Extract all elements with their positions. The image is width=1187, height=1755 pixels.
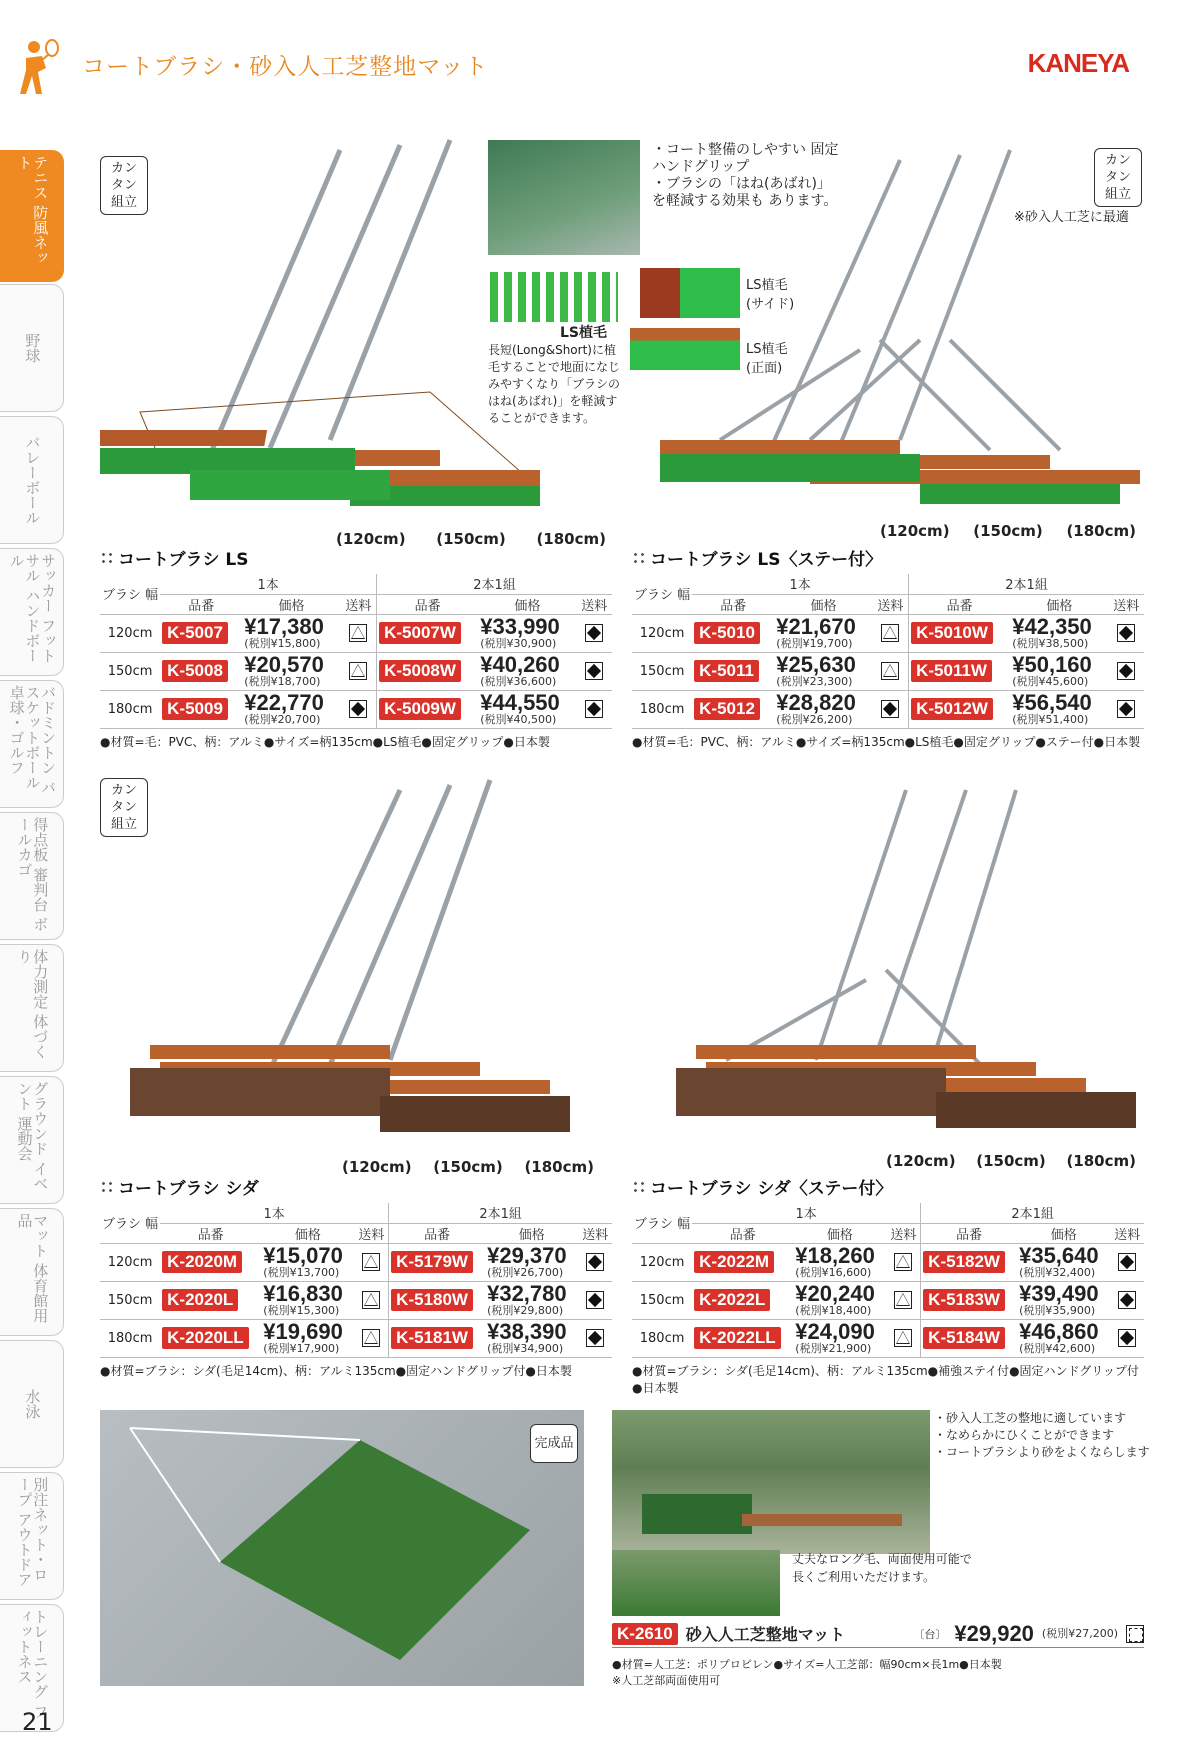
- shipping-diamond-icon: [349, 700, 367, 718]
- product-code: K-5010: [694, 622, 760, 644]
- size-labels-2: (120cm) (150cm) (180cm): [880, 522, 1136, 540]
- product-code: K-2022M: [694, 1251, 774, 1273]
- code-cell: [160, 652, 242, 690]
- product-code: K-5012W: [911, 698, 993, 720]
- price-cell: [1010, 690, 1108, 728]
- price: ¥17,380: [244, 614, 324, 639]
- price: ¥22,770: [244, 690, 324, 715]
- shipping-triangle-icon: [362, 1291, 380, 1309]
- shipping-diamond-icon: [1118, 1329, 1136, 1347]
- shipping-cell: [887, 1281, 921, 1319]
- code-cell: [692, 652, 774, 690]
- shipping-cell: [873, 652, 909, 690]
- page-number: 21: [22, 1708, 53, 1736]
- tax-excluded: (税別¥26,200): [776, 713, 853, 726]
- table-ls-stay: [632, 545, 1144, 750]
- shipping-cell: [1109, 690, 1144, 728]
- price-cell: [478, 652, 576, 690]
- shipping-cell: [887, 1319, 921, 1357]
- tax-excluded: (税別¥30,900): [480, 637, 557, 650]
- code-cell: [160, 1319, 261, 1357]
- price-cell: [1017, 1281, 1110, 1319]
- tax-excluded: (税別¥18,700): [244, 675, 321, 688]
- product-code: K-2610: [612, 1623, 678, 1645]
- table-row: [100, 690, 612, 728]
- width-cell: 120cm: [632, 1243, 692, 1281]
- product-code: K-2022LL: [694, 1327, 781, 1349]
- sand-turf-note: ※砂入人工芝に最適: [1014, 210, 1129, 225]
- brand-logo: KANEYA: [1027, 48, 1129, 78]
- price: ¥18,260: [795, 1243, 875, 1268]
- court-photo: [488, 140, 640, 255]
- price-cell: [1017, 1243, 1110, 1281]
- dots-icon: [632, 551, 646, 565]
- shipping-cell: [355, 1281, 389, 1319]
- code-cell: [921, 1319, 1017, 1357]
- price-cell: [261, 1281, 354, 1319]
- product-code: K-2020L: [162, 1289, 238, 1311]
- section-title: コートブラシ LS: [100, 545, 612, 570]
- price: ¥16,830: [263, 1281, 343, 1306]
- price-cell: [1010, 614, 1108, 652]
- product-code: K-5183W: [923, 1289, 1005, 1311]
- price-cell: [485, 1281, 578, 1319]
- price: ¥20,240: [795, 1281, 875, 1306]
- price-cell: [1017, 1319, 1110, 1357]
- tax-excluded: (税別¥15,800): [244, 637, 321, 650]
- price-cell: [485, 1319, 578, 1357]
- tax-excluded: (税別¥21,900): [795, 1342, 872, 1355]
- section-title: コートブラシ シダ: [100, 1174, 612, 1199]
- table-row: [100, 614, 612, 652]
- price: ¥24,090: [795, 1319, 875, 1344]
- ls-side-label: LS植毛 (サイド): [746, 278, 795, 312]
- shipping-cell: [355, 1243, 389, 1281]
- product-code: K-5009W: [379, 698, 461, 720]
- product-code: K-5007W: [379, 622, 461, 644]
- price: ¥33,990: [480, 614, 560, 639]
- product-code: K-5010W: [911, 622, 993, 644]
- tax-excluded: (税別¥40,500): [480, 713, 557, 726]
- shipping-triangle-icon: [894, 1253, 912, 1271]
- shipping-triangle-icon: [349, 662, 367, 680]
- shipping-cell: [873, 614, 909, 652]
- size-labels-3: (120cm) (150cm) (180cm): [342, 1158, 594, 1176]
- code-cell: [909, 614, 1011, 652]
- shipping-triangle-icon: [894, 1291, 912, 1309]
- tab-mat[interactable]: マット 体育館用品: [0, 1208, 64, 1336]
- code-cell: [377, 652, 479, 690]
- price-cell: [774, 652, 872, 690]
- mat-material-note: ●材質=人工芝：ポリプロピレン●サイズ=人工芝部：幅90cm×長1m●日本製: [612, 1658, 1002, 1671]
- brush-shida-stay-image: [676, 780, 1146, 1160]
- tax-excluded: (税別¥16,600): [795, 1266, 872, 1279]
- shipping-cell: [1110, 1243, 1144, 1281]
- shipping-diamond-icon: [1117, 700, 1135, 718]
- code-cell: [692, 690, 774, 728]
- width-cell: 120cm: [632, 614, 692, 652]
- shipping-cell: [577, 690, 612, 728]
- ls-bristle-illustration: [490, 272, 618, 322]
- shipping-cell: [355, 1319, 389, 1357]
- ls-front-label: LS植毛 (正面): [746, 342, 788, 376]
- material-note: ●材質=毛：PVC、柄：アルミ●サイズ=柄135cm●LS植毛●固定グリップ●日本製: [100, 734, 550, 749]
- width-cell: 150cm: [100, 652, 160, 690]
- section-title: コートブラシ LS〈ステー付〉: [632, 545, 1144, 570]
- tax-excluded: (税別¥45,600): [1012, 675, 1089, 688]
- product-code: K-5008: [162, 660, 228, 682]
- material-note: ●材質=ブラシ：シダ(毛足14cm)、柄：アルミ135cm●補強ステイ付●固定ハンドグリップ付●日本製: [632, 1363, 1139, 1395]
- product-code: K-5181W: [391, 1327, 473, 1349]
- code-cell: [160, 614, 242, 652]
- shipping-diamond-icon: [881, 700, 899, 718]
- table-row: [632, 614, 1144, 652]
- tennis-player-icon: [12, 38, 62, 98]
- dots-icon: [632, 1180, 646, 1194]
- shipping-cell: [578, 1281, 612, 1319]
- width-cell: 120cm: [100, 1243, 160, 1281]
- code-cell: [692, 1319, 793, 1357]
- table-row: [100, 652, 612, 690]
- code-cell: [377, 690, 479, 728]
- price-table: ブラシ 幅 1本 2本1組 品番 価格 送料 品番 価格 送料 120cm K-5007 ¥17,380 (税別¥15,800) K-5007W ¥33,990 (税別¥30,900) 150cm K-5008 ¥20,570 (税別¥18,700) K-5008W ¥40,260 (税別¥36,600) 180cm K-5009 ¥22,770 (税別¥20,700) K-5009W ¥44,550 (税別¥40,500): [100, 574, 612, 729]
- tab-swimming[interactable]: 水泳: [0, 1340, 64, 1468]
- table-row: [632, 1243, 1144, 1281]
- code-cell: [160, 690, 242, 728]
- shipping-cell: [1110, 1281, 1144, 1319]
- mat-features: ・砂入人工芝の整地に適しています ・なめらかにひくことができます ・コートブラシより砂をよくならします: [934, 1411, 1150, 1459]
- width-cell: 180cm: [100, 1319, 160, 1357]
- tab-scoreboard[interactable]: 得点板 審判台 ボールカゴ: [0, 812, 64, 940]
- shipping-cell: [578, 1243, 612, 1281]
- product-code: K-2020LL: [162, 1327, 249, 1349]
- shipping-cell: [341, 614, 377, 652]
- width-cell: 180cm: [100, 690, 160, 728]
- shipping-triangle-icon: [881, 624, 899, 642]
- code-cell: [909, 690, 1011, 728]
- product-code: K-2020M: [162, 1251, 242, 1273]
- table-row: [632, 1319, 1144, 1357]
- price-table: ブラシ 幅 1本 2本1組 品番 価格 送料 品番 価格 送料 120cm K-2022M ¥18,260 (税別¥16,600) K-5182W ¥35,640 (税別¥32,400) 150cm K-2022L ¥20,240 (税別¥18,400) K-5183W ¥39,490 (税別¥35,900) 180cm K-2022LL ¥24,090 (税別¥21,900) K-5184W ¥46,860 (税別¥42,600): [632, 1203, 1144, 1358]
- tax-excluded: (税別¥26,700): [487, 1266, 564, 1279]
- price: ¥38,390: [487, 1319, 567, 1344]
- tax-excluded: (税別¥17,900): [263, 1342, 340, 1355]
- price: ¥20,570: [244, 652, 324, 677]
- price: ¥40,260: [480, 652, 560, 677]
- tax-excluded: (税別¥18,400): [795, 1304, 872, 1317]
- dots-icon: [100, 1180, 114, 1194]
- easy-assembly-badge: カンタン 組立: [100, 156, 148, 215]
- shipping-cell: [1110, 1319, 1144, 1357]
- price-cell: [485, 1243, 578, 1281]
- price: ¥28,820: [776, 690, 856, 715]
- tax-excluded: (税別¥23,300): [776, 675, 853, 688]
- shipping-diamond-icon: [1117, 662, 1135, 680]
- table-row: [100, 1319, 612, 1357]
- tab-badminton[interactable]: バドミントン バスケットボール 卓球・ゴルフ: [0, 680, 64, 808]
- material-note: ●材質=ブラシ：シダ(毛足14cm)、柄：アルミ135cm●固定ハンドグリップ付●日本製: [100, 1363, 572, 1378]
- product-code: K-5011: [694, 660, 759, 682]
- grip-notes: ・コート整備のしやすい 固定ハンドグリップ ・ブラシの「はね(あばれ)」 を軽減する効果も あります。: [652, 142, 839, 209]
- shipping-cell: [577, 652, 612, 690]
- width-cell: 180cm: [632, 690, 692, 728]
- size-labels-1: (120cm) (150cm) (180cm): [336, 530, 606, 548]
- table-row: [632, 690, 1144, 728]
- shipping-cell: [577, 614, 612, 652]
- product-tax: (税別¥27,200): [1041, 1626, 1118, 1640]
- shipping-cell: [873, 690, 909, 728]
- product-code: K-5180W: [391, 1289, 473, 1311]
- product-code: K-5012: [694, 698, 760, 720]
- shipping-diamond-icon: [1118, 1291, 1136, 1309]
- tax-excluded: (税別¥51,400): [1012, 713, 1089, 726]
- width-cell: 180cm: [632, 1319, 692, 1357]
- shipping-cell: [887, 1243, 921, 1281]
- shipping-cell: [1109, 652, 1144, 690]
- code-cell: [692, 1243, 793, 1281]
- price-cell: [793, 1281, 886, 1319]
- tax-excluded: (税別¥19,700): [776, 637, 853, 650]
- price-cell: [242, 690, 340, 728]
- shipping-triangle-icon: [362, 1253, 380, 1271]
- price: ¥50,160: [1012, 652, 1092, 677]
- tab-ground[interactable]: グラウンド イベント 運動会: [0, 1076, 64, 1204]
- shipping-diamond-icon: [586, 1329, 604, 1347]
- product-code: K-5011W: [911, 660, 992, 682]
- tax-excluded: (税別¥20,700): [244, 713, 321, 726]
- shipping-diamond-icon: [586, 1253, 604, 1271]
- code-cell: [909, 652, 1011, 690]
- complete-badge: 完成品: [530, 1424, 578, 1463]
- price-cell: [774, 690, 872, 728]
- size-labels-4: (120cm) (150cm) (180cm): [886, 1152, 1136, 1170]
- price: ¥29,370: [487, 1243, 567, 1268]
- product-code: K-2022L: [694, 1289, 770, 1311]
- price-cell: [261, 1243, 354, 1281]
- price-cell: [793, 1243, 886, 1281]
- code-cell: [389, 1281, 485, 1319]
- section-title: コートブラシ シダ〈ステー付〉: [632, 1174, 1144, 1199]
- width-cell: 150cm: [632, 652, 692, 690]
- price: ¥35,640: [1019, 1243, 1099, 1268]
- mat-usage-note: ※人工芝部両面使用可: [612, 1674, 721, 1687]
- price: ¥19,690: [263, 1319, 343, 1344]
- code-cell: [389, 1319, 485, 1357]
- table-ls: [100, 545, 612, 750]
- page-title: コートブラシ・砂入人工芝整地マット: [82, 54, 489, 80]
- price-cell: [242, 614, 340, 652]
- table-row: [632, 1281, 1144, 1319]
- price-table: ブラシ 幅 1本 2本1組 品番 価格 送料 品番 価格 送料 120cm K-2020M ¥15,070 (税別¥13,700) K-5179W ¥29,370 (税別¥26,700) 150cm K-2020L ¥16,830 (税別¥15,300) K-5180W ¥32,780 (税別¥29,800) 180cm K-2020LL ¥19,690 (税別¥17,900) K-5181W ¥38,390 (税別¥34,900): [100, 1203, 612, 1358]
- shipping-diamond-icon: [586, 1291, 604, 1309]
- shipping-triangle-icon: [894, 1329, 912, 1347]
- code-cell: [921, 1243, 1017, 1281]
- shipping-diamond-icon: [1118, 1253, 1136, 1271]
- tab-fitness-test[interactable]: 体力測定 体づくり: [0, 944, 64, 1072]
- price: ¥21,670: [776, 614, 856, 639]
- brush-shida-image: [120, 770, 620, 1170]
- mat-photo-closeup: [612, 1550, 780, 1616]
- brush-ls-stay-image: [660, 140, 1146, 520]
- tax-excluded: (税別¥32,400): [1019, 1266, 1096, 1279]
- mat-product-line: [612, 1622, 1144, 1648]
- shipping-cell: [341, 690, 377, 728]
- tax-excluded: (税別¥42,600): [1019, 1342, 1096, 1355]
- code-cell: [692, 1281, 793, 1319]
- dots-icon: [100, 551, 114, 565]
- price: ¥15,070: [263, 1243, 343, 1268]
- shipping-box-icon: [1126, 1625, 1144, 1643]
- unit-label: 〔台〕: [913, 1627, 947, 1641]
- mat-photo-court: [612, 1410, 930, 1554]
- price-cell: [242, 652, 340, 690]
- code-cell: [692, 614, 774, 652]
- tab-training[interactable]: トレーニング フィットネス: [0, 1604, 64, 1732]
- price-table: ブラシ 幅 1本 2本1組 品番 価格 送料 品番 価格 送料 120cm K-5010 ¥21,670 (税別¥19,700) K-5010W ¥42,350 (税別¥38,500) 150cm K-5011 ¥25,630 (税別¥23,300) K-5011W ¥50,160 (税別¥45,600) 180cm K-5012 ¥28,820 (税別¥26,200) K-5012W ¥56,540 (税別¥51,400): [632, 574, 1144, 729]
- price-cell: [478, 690, 576, 728]
- price: ¥56,540: [1012, 690, 1092, 715]
- table-shida: [100, 1174, 612, 1379]
- price: ¥25,630: [776, 652, 856, 677]
- product-code: K-5008W: [379, 660, 461, 682]
- price-cell: [793, 1319, 886, 1357]
- shipping-diamond-icon: [585, 662, 603, 680]
- tax-excluded: (税別¥15,300): [263, 1304, 340, 1317]
- code-cell: [160, 1281, 261, 1319]
- product-code: K-5184W: [923, 1327, 1005, 1349]
- tab-volleyball[interactable]: バレーボール: [0, 416, 64, 544]
- code-cell: [160, 1243, 261, 1281]
- price-cell: [1010, 652, 1108, 690]
- tax-excluded: (税別¥29,800): [487, 1304, 564, 1317]
- tax-excluded: (税別¥38,500): [1012, 637, 1089, 650]
- shipping-diamond-icon: [1117, 624, 1135, 642]
- mat-caption: 丈夫なロング毛、両面使用可能で長くご利用いただけます。: [792, 1552, 972, 1584]
- tax-excluded: (税別¥34,900): [487, 1342, 564, 1355]
- tab-soccer[interactable]: サッカー フットサル ハンドボール: [0, 548, 64, 676]
- shipping-cell: [341, 652, 377, 690]
- easy-assembly-badge-3: カンタン 組立: [100, 778, 148, 837]
- price-cell: [478, 614, 576, 652]
- table-row: [632, 652, 1144, 690]
- price: ¥39,490: [1019, 1281, 1099, 1306]
- price: ¥44,550: [480, 690, 560, 715]
- tab-baseball[interactable]: 野球: [0, 284, 64, 412]
- product-code: K-5182W: [923, 1251, 1005, 1273]
- product-code: K-5179W: [391, 1251, 473, 1273]
- material-note: ●材質=毛：PVC、柄：アルミ●サイズ=柄135cm●LS植毛●固定グリップ●ステー付●日本製: [632, 734, 1141, 749]
- tax-excluded: (税別¥35,900): [1019, 1304, 1096, 1317]
- price-cell: [261, 1319, 354, 1357]
- shipping-cell: [578, 1319, 612, 1357]
- tab-tennis[interactable]: テニス 防風ネット: [0, 150, 64, 282]
- price: ¥42,350: [1012, 614, 1092, 639]
- shipping-diamond-icon: [585, 700, 603, 718]
- table-shida-stay: [632, 1174, 1144, 1396]
- shipping-triangle-icon: [881, 662, 899, 680]
- tax-excluded: (税別¥36,600): [480, 675, 557, 688]
- code-cell: [389, 1243, 485, 1281]
- shipping-triangle-icon: [349, 624, 367, 642]
- table-row: [100, 1243, 612, 1281]
- table-row: [100, 1281, 612, 1319]
- product-code: K-5009: [162, 698, 228, 720]
- tax-excluded: (税別¥13,700): [263, 1266, 340, 1279]
- mat-photo-large: [100, 1410, 584, 1686]
- price: ¥46,860: [1019, 1319, 1099, 1344]
- price-cell: [774, 614, 872, 652]
- shipping-triangle-icon: [362, 1329, 380, 1347]
- tab-custom-net[interactable]: 別注ネット・ロープ アウトドア: [0, 1472, 64, 1600]
- product-name: 砂入人工芝整地マット: [685, 1625, 846, 1644]
- ls-title: LS植毛: [560, 325, 608, 341]
- easy-assembly-badge-2: カンタン 組立: [1094, 148, 1142, 207]
- price: ¥32,780: [487, 1281, 567, 1306]
- code-cell: [377, 614, 479, 652]
- ls-description: 長短(Long&Short)に植毛することで地面になじみやすくなり「ブラシのはね(あばれ)」を軽減することができます。: [488, 343, 621, 425]
- code-cell: [921, 1281, 1017, 1319]
- width-cell: 150cm: [100, 1281, 160, 1319]
- width-cell: 120cm: [100, 614, 160, 652]
- shipping-diamond-icon: [585, 624, 603, 642]
- shipping-cell: [1109, 614, 1144, 652]
- product-price: ¥29,920: [954, 1620, 1034, 1646]
- product-code: K-5007: [162, 622, 228, 644]
- width-cell: 150cm: [632, 1281, 692, 1319]
